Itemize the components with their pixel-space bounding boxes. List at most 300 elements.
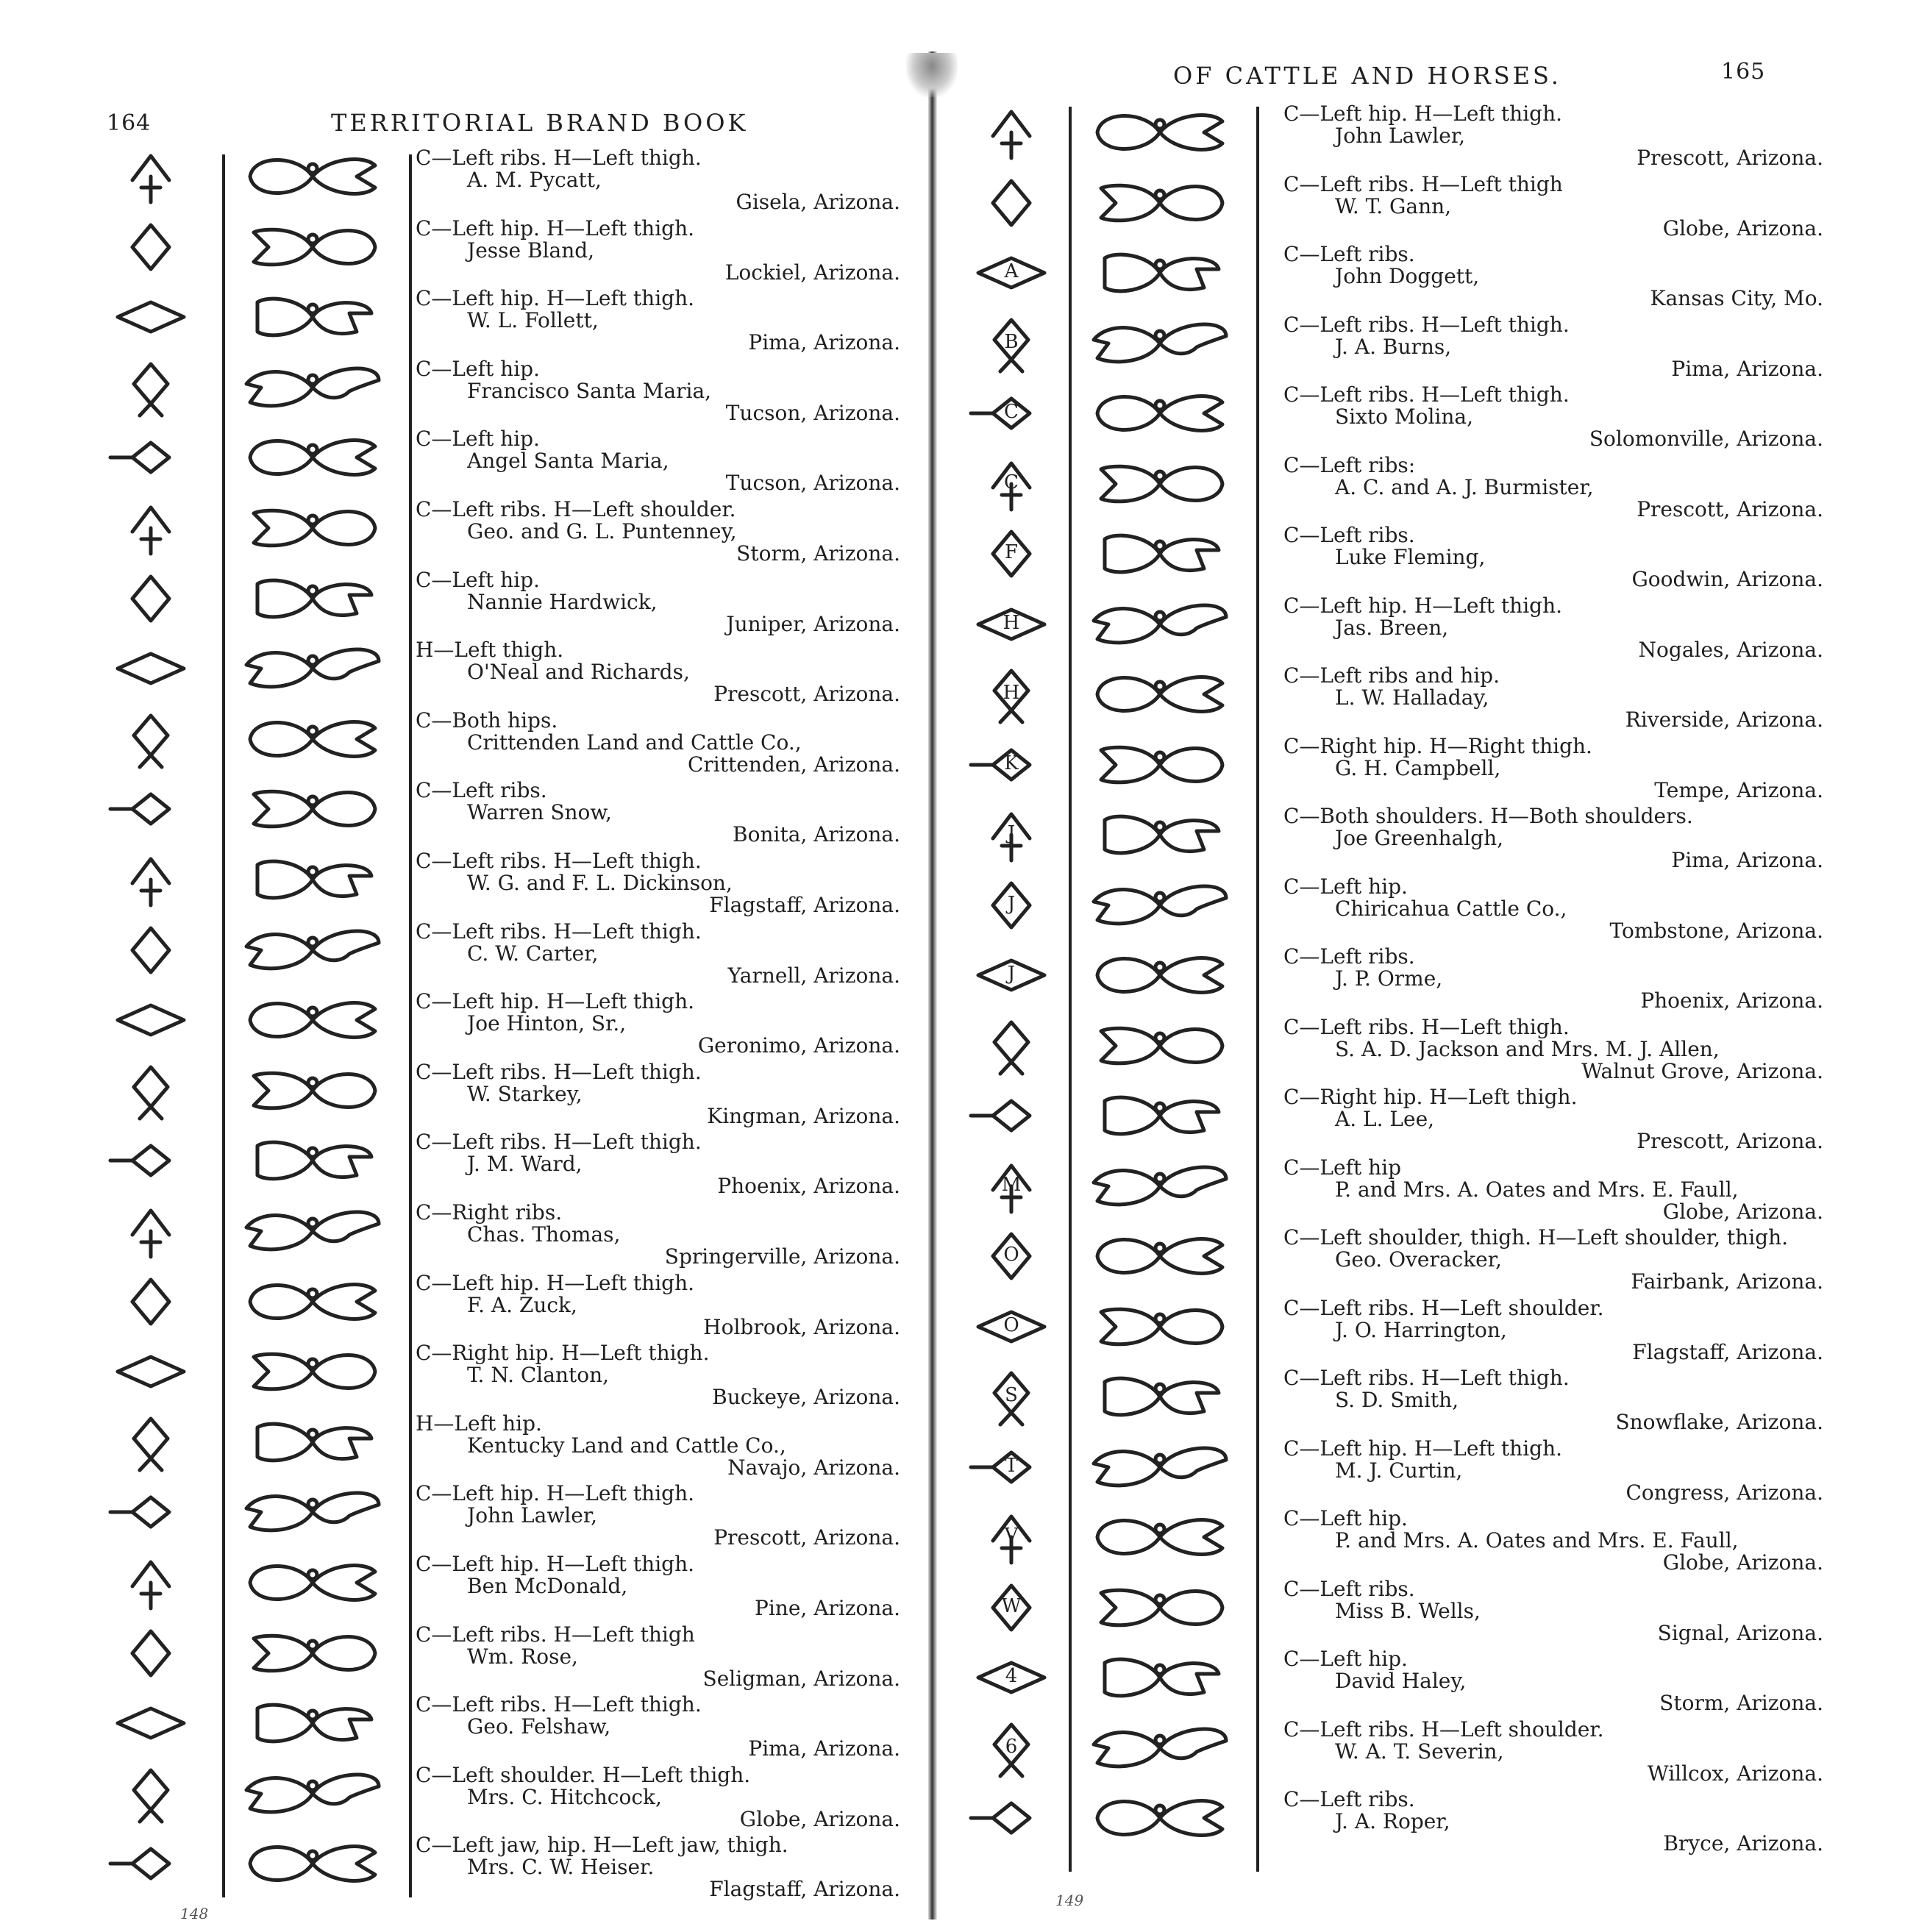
brand-location: C—Both shoulders. H—Both shoulders.: [1283, 804, 1693, 828]
horse-brand-mark: [239, 1697, 386, 1749]
horse-brand-mark: [1086, 177, 1233, 229]
cattle-brand-mark: [110, 1553, 191, 1612]
owner-place: Flagstaff, Arizona.: [709, 893, 900, 917]
horse-brand-mark: [1086, 1301, 1233, 1352]
owner-name: Jas. Breen,: [1335, 615, 1449, 640]
brand-location: C—Left ribs. H—Left thigh: [416, 1622, 695, 1647]
owner-place: Gisela, Arizona.: [736, 190, 900, 214]
brand-entry: [1283, 876, 1828, 942]
horse-brand-cell: [1086, 247, 1233, 302]
brand-entry: [1283, 1227, 1828, 1293]
brand-entry: [1283, 1367, 1828, 1433]
cattle-brand-cell: [110, 358, 191, 420]
brand-location: C—Right hip. H—Left thigh.: [1283, 1085, 1578, 1109]
cattle-brand-cell: [110, 1413, 191, 1475]
cattle-brand-cell: [110, 850, 191, 912]
column-rule: [409, 154, 412, 1897]
cattle-brand-mark: [110, 850, 191, 909]
cattle-brand-cell: [971, 455, 1052, 516]
owner-place: Tucson, Arizona.: [725, 471, 900, 496]
cattle-brand-mark: [110, 639, 191, 698]
cattle-brand-cell: [971, 174, 1052, 235]
horse-brand-mark: [239, 1346, 386, 1397]
owner-name: Jesse Bland,: [467, 238, 595, 263]
horse-brand-cell: [1086, 1230, 1233, 1285]
horse-brand-cell: [239, 1557, 386, 1611]
cattle-brand-mark: [110, 1764, 191, 1823]
owner-place: Storm, Arizona.: [1659, 1691, 1823, 1715]
brand-location: C—Left ribs.: [416, 778, 547, 803]
owner-name: Miss B. Wells,: [1335, 1598, 1481, 1623]
cattle-brand-cell: [110, 218, 191, 279]
brand-location: C—Right ribs.: [416, 1200, 563, 1225]
brand-location: C—Left hip. H—Left thigh.: [1283, 593, 1563, 618]
owner-place: Globe, Arizona.: [739, 1806, 900, 1831]
brand-entry: [416, 1834, 905, 1900]
cattle-brand-cell: [971, 805, 1052, 867]
cattle-brand-cell: [110, 1483, 191, 1544]
brand-location: C—Left hip. H—Left thigh.: [416, 215, 695, 240]
brand-entry: [416, 1202, 905, 1268]
horse-brand-mark: [1086, 1582, 1233, 1633]
owner-place: Buckeye, Arizona.: [712, 1385, 900, 1410]
owner-name: Ben McDonald,: [467, 1574, 628, 1598]
page-number-left: 164: [107, 110, 152, 136]
brand-entry: [416, 1342, 905, 1408]
horse-brand-mark: [239, 1065, 386, 1116]
brand-entry: [1283, 665, 1828, 731]
horse-brand-mark: [239, 994, 386, 1046]
brand-location: H—Left hip.: [416, 1411, 542, 1436]
horse-brand-cell: [239, 502, 386, 557]
brand-entry: [1283, 171, 1828, 240]
horse-brand-mark: [1086, 107, 1233, 158]
handwritten-page-note: 149: [1055, 1892, 1084, 1909]
cattle-brand-cell: [110, 1131, 191, 1193]
horse-brand-cell: [239, 1276, 386, 1330]
cattle-brand-letter: J: [1007, 892, 1016, 915]
owner-name: F. A. Zuck,: [467, 1292, 577, 1317]
running-head-right: OF CATTLE AND HORSES.: [1173, 62, 1561, 90]
page-number-right: 165: [1721, 59, 1766, 85]
brand-entry: [416, 358, 905, 424]
brand-entry: [1283, 103, 1828, 169]
brand-location: C—Left ribs. H—Left thigh.: [1283, 312, 1570, 337]
brand-entry: [416, 215, 905, 285]
owner-place: Juniper, Arizona.: [726, 611, 900, 636]
horse-brand-mark: [239, 643, 386, 694]
cattle-brand-mark: [110, 218, 191, 277]
brand-entry: [416, 1624, 905, 1690]
owner-name: Sixto Molina,: [1335, 404, 1474, 429]
brand-entry: [1283, 243, 1828, 310]
cattle-brand-cell: [971, 1719, 1052, 1780]
owner-name: W. L. Follett,: [467, 308, 599, 333]
horse-brand-cell: [239, 1486, 386, 1541]
cattle-brand-cell: [110, 428, 191, 490]
brand-entry: [1283, 1438, 1828, 1504]
brand-location: H—Left thigh.: [416, 638, 564, 663]
owner-place: Seligman, Arizona.: [702, 1666, 900, 1691]
brand-entry: [1283, 1508, 1828, 1574]
owner-name: J. P. Orme,: [1335, 966, 1443, 991]
owner-place: Solomonville, Arizona.: [1589, 427, 1823, 451]
cattle-brand-cell: [971, 524, 1052, 586]
cattle-brand-mark: [971, 1719, 1052, 1778]
horse-brand-cell: [239, 1697, 386, 1752]
brand-entry: [1283, 946, 1828, 1012]
horse-brand-mark: [239, 1628, 386, 1679]
cattle-brand-letter: C: [1004, 401, 1019, 423]
cattle-brand-letter: A: [1004, 260, 1019, 282]
horse-brand-cell: [1086, 1582, 1233, 1636]
horse-brand-cell: [1086, 1792, 1233, 1847]
cattle-brand-cell: [110, 780, 191, 841]
cattle-brand-mark: [971, 1367, 1052, 1426]
cattle-brand-cell: [971, 1157, 1052, 1219]
horse-brand-mark: [1086, 1792, 1233, 1844]
brand-entry: [416, 147, 905, 213]
brand-entry: [416, 1061, 905, 1127]
brand-location: C—Left ribs.: [1283, 523, 1415, 547]
horse-brand-cell: [239, 783, 386, 838]
cattle-brand-letter: K: [1004, 752, 1019, 774]
cattle-brand-letter: O: [1003, 1244, 1019, 1266]
owner-name: T. N. Clanton,: [467, 1363, 610, 1388]
cattle-brand-cell: [971, 1016, 1052, 1078]
cattle-brand-mark: [971, 665, 1052, 724]
cattle-brand-cell: [971, 1648, 1052, 1710]
cattle-brand-mark: [971, 735, 1052, 794]
owner-place: Tempe, Arizona.: [1654, 777, 1823, 802]
horse-brand-mark: [1086, 809, 1233, 860]
cattle-brand-mark: [110, 569, 191, 628]
cattle-brand-mark: [110, 991, 191, 1049]
horse-brand-cell: [1086, 1511, 1233, 1566]
owner-name: A. L. Lee,: [1335, 1107, 1435, 1131]
cattle-brand-mark: [971, 174, 1052, 232]
owner-place: Goodwin, Arizona.: [1631, 567, 1823, 591]
brand-location: C—Left hip.: [416, 427, 540, 452]
cattle-brand-cell: [971, 595, 1052, 657]
owner-place: Nogales, Arizona.: [1638, 637, 1823, 662]
cattle-brand-cell: [110, 569, 191, 631]
owner-name: Nannie Hardwick,: [467, 589, 658, 614]
brand-location: C—Left ribs. H—Left thigh.: [416, 919, 702, 944]
owner-name: J. A. Roper,: [1335, 1809, 1450, 1833]
owner-place: Walnut Grove, Arizona.: [1581, 1058, 1823, 1083]
cattle-brand-mark: [110, 1624, 191, 1683]
cattle-brand-cell: [971, 1227, 1052, 1288]
brand-location: C—Left ribs. H—Left shoulder.: [1283, 1717, 1604, 1742]
brand-location: C—Left hip.: [416, 567, 540, 592]
owner-name: John Lawler,: [467, 1503, 598, 1528]
horse-brand-mark: [239, 432, 386, 483]
cattle-brand-letter: M: [1001, 1173, 1022, 1196]
horse-brand-cell: [1086, 1301, 1233, 1355]
owner-name: O'Neal and Richards,: [467, 660, 690, 685]
cattle-brand-letter: C: [1004, 471, 1019, 493]
column-rule: [222, 154, 225, 1897]
horse-brand-cell: [1086, 1020, 1233, 1074]
owner-place: Kansas City, Mo.: [1650, 286, 1823, 310]
brand-location: C—Left ribs. H—Left thigh.: [1283, 1366, 1570, 1390]
cattle-brand-cell: [971, 384, 1052, 446]
book-gutter: [928, 51, 937, 1919]
brand-entry: [416, 639, 905, 705]
horse-brand-cell: [1086, 1722, 1233, 1777]
owner-name: John Doggett,: [1335, 264, 1480, 288]
owner-place: Pima, Arizona.: [748, 330, 900, 355]
brand-entry: [416, 707, 905, 777]
owner-name: Warren Snow,: [467, 800, 612, 825]
horse-brand-mark: [1086, 669, 1233, 720]
horse-brand-mark: [1086, 458, 1233, 510]
horse-brand-mark: [239, 924, 386, 976]
owner-place: Prescott, Arizona.: [1637, 496, 1823, 521]
horse-brand-mark: [239, 502, 386, 554]
cattle-brand-mark: [971, 1086, 1052, 1145]
owner-name: Crittenden Land and Cattle Co.,: [467, 730, 802, 755]
owner-name: Joe Greenhalgh,: [1335, 826, 1504, 850]
brand-entry: [416, 1553, 905, 1619]
cattle-brand-letter: V: [1004, 1525, 1019, 1547]
cattle-brand-cell: [971, 1789, 1052, 1850]
horse-brand-cell: [239, 1838, 386, 1892]
horse-brand-cell: [239, 1205, 386, 1260]
owner-place: Pine, Arizona.: [755, 1596, 900, 1620]
brand-location: C—Left ribs. H—Left thigh.: [1283, 382, 1570, 407]
horse-brand-cell: [239, 151, 386, 205]
horse-brand-mark: [1086, 1722, 1233, 1774]
horse-brand-mark: [1086, 599, 1233, 650]
cattle-brand-cell: [971, 103, 1052, 165]
column-rule: [1069, 107, 1072, 1872]
brand-location: C—Left ribs. H—Left thigh: [1283, 171, 1563, 196]
left-page: [0, 0, 927, 1932]
brand-location: C—Left ribs. H—Left thigh.: [1283, 1014, 1570, 1039]
owner-name: Geo. Felshaw,: [467, 1714, 611, 1739]
cattle-brand-cell: [971, 1578, 1052, 1640]
owner-name: L. W. Halladay,: [1335, 685, 1489, 710]
brand-entry: [1283, 524, 1828, 591]
owner-name: Geo. and G. L. Puntenney,: [467, 519, 737, 543]
owner-place: Congress, Arizona.: [1625, 1480, 1823, 1505]
horse-brand-cell: [239, 1135, 386, 1189]
owner-place: Snowflake, Arizona.: [1615, 1410, 1823, 1434]
brand-entry: [416, 1483, 905, 1549]
owner-name: S. A. D. Jackson and Mrs. M. J. Allen,: [1335, 1036, 1720, 1061]
horse-brand-cell: [239, 1416, 386, 1471]
brand-entry: [416, 991, 905, 1057]
brand-location: C—Left hip. H—Left thigh.: [416, 1552, 695, 1576]
owner-place: Fairbank, Arizona.: [1631, 1269, 1823, 1294]
owner-name: J. M. Ward,: [467, 1152, 583, 1177]
owner-name: J. A. Burns,: [1335, 334, 1452, 359]
cattle-brand-cell: [110, 1553, 191, 1615]
cattle-brand-cell: [110, 921, 191, 983]
brand-entry: [1283, 1016, 1828, 1083]
brand-entry: [1283, 595, 1828, 661]
brand-entry: [416, 288, 905, 354]
horse-brand-cell: [1086, 880, 1233, 934]
cattle-brand-mark: [110, 1061, 191, 1120]
cattle-brand-letter: T: [1005, 1454, 1018, 1477]
horse-brand-mark: [239, 221, 386, 273]
brand-entry: [416, 428, 905, 494]
brand-entry: [1283, 1789, 1828, 1855]
owner-name: Chiricahua Cattle Co.,: [1335, 896, 1567, 921]
owner-place: Crittenden, Arizona.: [688, 752, 900, 777]
owner-name: G. H. Campbell,: [1335, 755, 1501, 780]
cattle-brand-cell: [971, 735, 1052, 797]
owner-name: W. G. and F. L. Dickinson,: [467, 871, 733, 895]
brand-entry: [1283, 805, 1828, 871]
horse-brand-mark: [1086, 388, 1233, 439]
horse-brand-mark: [1086, 739, 1233, 791]
horse-brand-mark: [1086, 1230, 1233, 1282]
brand-entry: [416, 850, 905, 916]
brand-entry: [416, 780, 905, 846]
cattle-brand-cell: [971, 1367, 1052, 1429]
horse-brand-mark: [239, 713, 386, 765]
cattle-brand-cell: [110, 1764, 191, 1826]
horse-brand-mark: [239, 1557, 386, 1608]
horse-brand-cell: [239, 994, 386, 1049]
owner-place: Willcox, Arizona.: [1647, 1761, 1823, 1786]
owner-name: A. C. and A. J. Burmister,: [1335, 474, 1594, 499]
brand-entry: [1283, 384, 1828, 450]
brand-entry: [416, 1764, 905, 1831]
cattle-brand-mark: [110, 780, 191, 838]
cattle-brand-cell: [110, 1694, 191, 1755]
cattle-brand-cell: [110, 1272, 191, 1334]
brand-location: C—Left ribs. H—Left shoulder.: [1283, 1295, 1604, 1320]
horse-brand-cell: [239, 1346, 386, 1400]
brand-location: C—Left hip. H—Left thigh.: [416, 1270, 695, 1295]
brand-location: C—Left ribs. H—Left thigh.: [416, 1130, 702, 1155]
owner-name: S. D. Smith,: [1335, 1388, 1459, 1412]
owner-name: P. and Mrs. A. Oates and Mrs. E. Faull,: [1335, 1528, 1739, 1553]
owner-place: Flagstaff, Arizona.: [709, 1877, 900, 1902]
brand-entry: [416, 1413, 905, 1479]
cattle-brand-letter: 6: [1005, 1735, 1018, 1758]
brand-location: C—Left hip: [1283, 1155, 1402, 1180]
brand-location: C—Left ribs. H—Left shoulder.: [416, 497, 736, 521]
horse-brand-mark: [1086, 949, 1233, 1001]
horse-brand-mark: [239, 1205, 386, 1257]
cattle-brand-cell: [110, 147, 191, 209]
brand-location: C—Left ribs. H—Left thigh.: [416, 1692, 702, 1717]
brand-location: C—Left hip. H—Left thigh.: [1283, 1436, 1563, 1461]
brand-location: C—Left ribs.: [1283, 242, 1415, 266]
owner-name: W. A. T. Severin,: [1335, 1739, 1504, 1764]
cattle-brand-mark: [971, 314, 1052, 373]
owner-name: Angel Santa Maria,: [467, 449, 669, 474]
owner-name: Mrs. C. W. Heiser.: [467, 1855, 655, 1880]
cattle-brand-letter: S: [1005, 1384, 1018, 1406]
horse-brand-mark: [1086, 528, 1233, 580]
brand-location: C—Left ribs. H—Left thigh.: [416, 849, 702, 873]
horse-brand-mark: [1086, 247, 1233, 299]
cattle-brand-mark: [971, 1508, 1052, 1566]
horse-brand-cell: [1086, 388, 1233, 442]
horse-brand-cell: [239, 291, 386, 346]
cattle-brand-letter: F: [1004, 541, 1019, 563]
horse-brand-mark: [239, 291, 386, 343]
cattle-brand-cell: [110, 288, 191, 349]
running-head-left: TERRITORIAL BRAND BOOK: [331, 109, 749, 137]
brand-location: C—Left hip. H—Left thigh.: [416, 989, 695, 1014]
cattle-brand-cell: [110, 1342, 191, 1404]
cattle-brand-mark: [110, 921, 191, 980]
cattle-brand-mark: [110, 1342, 191, 1401]
horse-brand-cell: [1086, 1652, 1233, 1706]
brand-location: C—Left ribs. H—Left thigh.: [416, 146, 702, 170]
owner-place: Pima, Arizona.: [1671, 848, 1823, 872]
cattle-brand-cell: [971, 1086, 1052, 1148]
cattle-brand-mark: [110, 1694, 191, 1753]
horse-brand-mark: [1086, 1161, 1233, 1212]
owner-name: John Lawler,: [1335, 124, 1466, 148]
cattle-brand-cell: [110, 1624, 191, 1686]
horse-brand-cell: [239, 1065, 386, 1119]
brand-entry: [1283, 1157, 1828, 1223]
cattle-brand-mark: [110, 1202, 191, 1261]
cattle-brand-mark: [971, 1648, 1052, 1707]
owner-name: W. T. Gann,: [1335, 193, 1452, 218]
owner-name: Chas. Thomas,: [467, 1222, 621, 1247]
horse-brand-mark: [1086, 1441, 1233, 1493]
cattle-brand-mark: [971, 1297, 1052, 1356]
horse-brand-mark: [239, 1276, 386, 1327]
cattle-brand-mark: [971, 1227, 1052, 1286]
horse-brand-cell: [239, 854, 386, 908]
cattle-brand-mark: [971, 1789, 1052, 1847]
cattle-brand-mark: [110, 1834, 191, 1893]
brand-location: C—Left ribs. H—Left thigh.: [416, 1059, 702, 1084]
horse-brand-cell: [1086, 1090, 1233, 1144]
owner-place: Storm, Arizona.: [736, 541, 900, 566]
horse-brand-mark: [239, 362, 386, 413]
cattle-brand-cell: [971, 1508, 1052, 1569]
cattle-brand-letter: J: [1007, 963, 1016, 985]
cattle-brand-mark: [110, 147, 191, 206]
horse-brand-cell: [1086, 1371, 1233, 1425]
owner-place: Geronimo, Arizona.: [697, 1033, 900, 1058]
horse-brand-cell: [1086, 1441, 1233, 1496]
cattle-brand-cell: [971, 243, 1052, 305]
horse-brand-cell: [1086, 318, 1233, 372]
owner-place: Pima, Arizona.: [1671, 356, 1823, 381]
horse-brand-mark: [1086, 880, 1233, 931]
cattle-brand-mark: [971, 805, 1052, 864]
cattle-brand-letter: 4: [1005, 1665, 1018, 1687]
cattle-brand-cell: [110, 1061, 191, 1123]
cattle-brand-mark: [971, 946, 1052, 1005]
owner-name: Geo. Overacker,: [1335, 1247, 1502, 1272]
brand-entry: [1283, 735, 1828, 802]
brand-location: C—Left hip.: [416, 356, 540, 381]
cattle-brand-mark: [971, 876, 1052, 935]
horse-brand-mark: [239, 1838, 386, 1889]
brand-location: C—Left hip.: [1283, 1506, 1408, 1530]
owner-place: Globe, Arizona.: [1662, 1550, 1823, 1575]
owner-place: Tucson, Arizona.: [725, 400, 900, 425]
horse-brand-cell: [239, 643, 386, 697]
owner-place: Prescott, Arizona.: [1637, 146, 1823, 170]
cattle-brand-cell: [110, 1834, 191, 1896]
